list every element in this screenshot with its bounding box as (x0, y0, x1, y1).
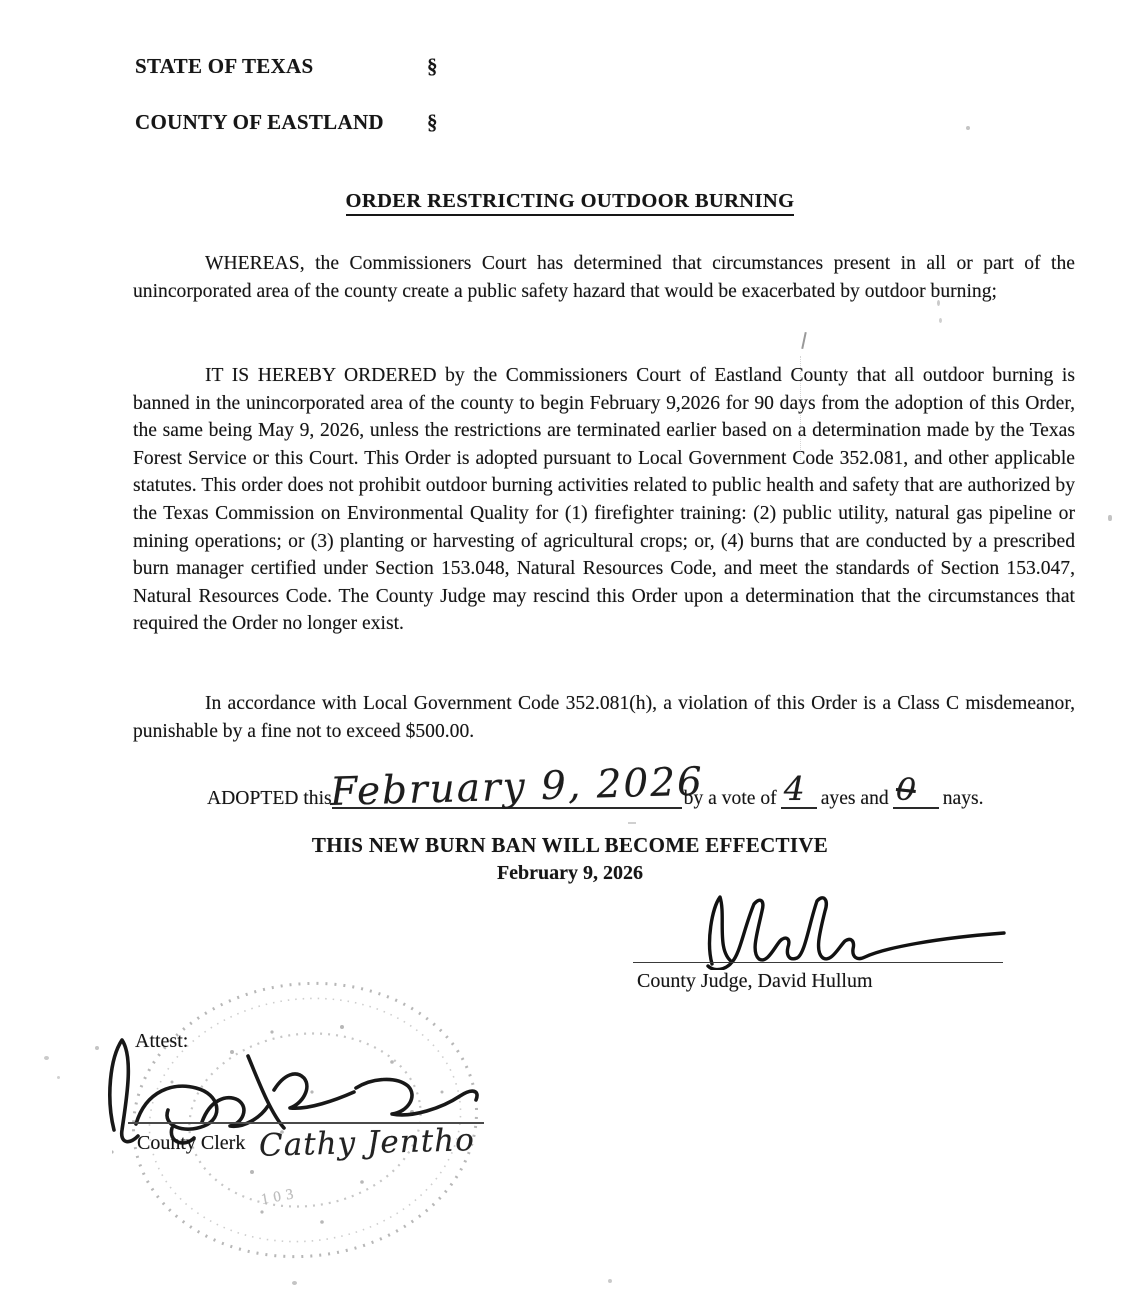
document-header (135, 54, 438, 166)
scan-speck (44, 1056, 49, 1060)
paragraph-penalty: In accordance with Local Government Code 352.081(h), a violation of this Order is a Class C misdemeanor, punishable by a fine not to exceed $500.00. (133, 693, 1075, 742)
scan-speck (608, 1279, 612, 1283)
scan-speck (628, 822, 636, 824)
document-title-row (0, 190, 1140, 213)
adopted-prefix: ADOPTED this (207, 788, 332, 809)
adopted-date-blank (329, 759, 705, 815)
judge-signature-label: County Judge, David Hullum (637, 970, 873, 992)
county-line (135, 110, 438, 135)
scan-speck (95, 1046, 99, 1050)
scan-speck (939, 318, 942, 323)
adopted-middle: by a vote of (683, 788, 777, 809)
scan-slash-artifact (801, 332, 806, 349)
ayes-blank (781, 769, 817, 809)
handwritten-nays-count: 0 (893, 771, 918, 809)
scan-speck (57, 1076, 60, 1079)
section-symbol: § (427, 54, 438, 78)
judge-signature (688, 892, 1018, 970)
section-symbol: § (427, 110, 438, 134)
clerk-label: County Clerk (137, 1132, 246, 1154)
handwritten-date: February 9, 2026 (329, 759, 705, 815)
county-line-text: COUNTY OF EASTLAND (135, 110, 384, 134)
scan-dotted-line-artifact (800, 356, 801, 460)
state-line (135, 54, 438, 79)
scan-speck (937, 300, 940, 306)
effective-notice-line1: THIS NEW BURN BAN WILL BECOME EFFECTIVE (311, 833, 829, 857)
effective-notice (0, 833, 1140, 885)
ayes-label: ayes and (820, 788, 889, 809)
paragraph-whereas: WHEREAS, the Commissioners Court has determined that circumstances present in all or part of the unincorporated area of the county create a public safety hazard that would be exacerbated by outdoor burning; (133, 253, 1075, 302)
handwritten-ayes-count: 4 (783, 769, 805, 808)
state-line-text: STATE OF TEXAS (135, 54, 314, 78)
adopted-line (207, 759, 984, 815)
scan-speck (292, 1281, 297, 1285)
seal-fragment-text: 103 (259, 1185, 300, 1208)
effective-notice-line2: February 9, 2026 (496, 862, 644, 884)
clerk-handwritten-name: Cathy Jentho (258, 1122, 476, 1164)
scan-speck (1108, 515, 1112, 521)
clerk-label-row (137, 1122, 476, 1164)
attest-label: Attest: (135, 1030, 189, 1052)
paragraph-order: IT IS HEREBY ORDERED by the Commissioners Court of Eastland County that all outdoor burning is banned in the unincorporated area of the county to begin February 9,2026 for 90 days from the adoption of this Order, the same being May 9, 2026, unless the restrictions are terminated earlier based on a determination made by the Texas Forest Service or this Court. This Order is adopted pursuant to Local Government Code 352.081, and other applicable statutes. This order does not prohibit outdoor burning activities related to public health and safety that are authorized by the Texas Commission on Environmental Quality for (1) firefighter training: (2) public utility, natural gas pipeline or mining operations; or (3) planting or harvesting of agricultural crops; or, (4) burns that are conducted by a prescribed burn manager certified under Section 153.048, Natural Resources Code, and meet the standards of Section 153.047, Natural Resources Code. The County Judge may rescind this Order upon a determination that the circumstances that required the Order no longer exist. (133, 365, 1075, 635)
nays-label: nays. (942, 788, 984, 809)
document-title: ORDER RESTRICTING OUTDOOR BURNING (346, 190, 795, 216)
scan-speck (966, 126, 970, 130)
nays-blank (893, 771, 939, 809)
judge-signature-line (633, 962, 1003, 963)
